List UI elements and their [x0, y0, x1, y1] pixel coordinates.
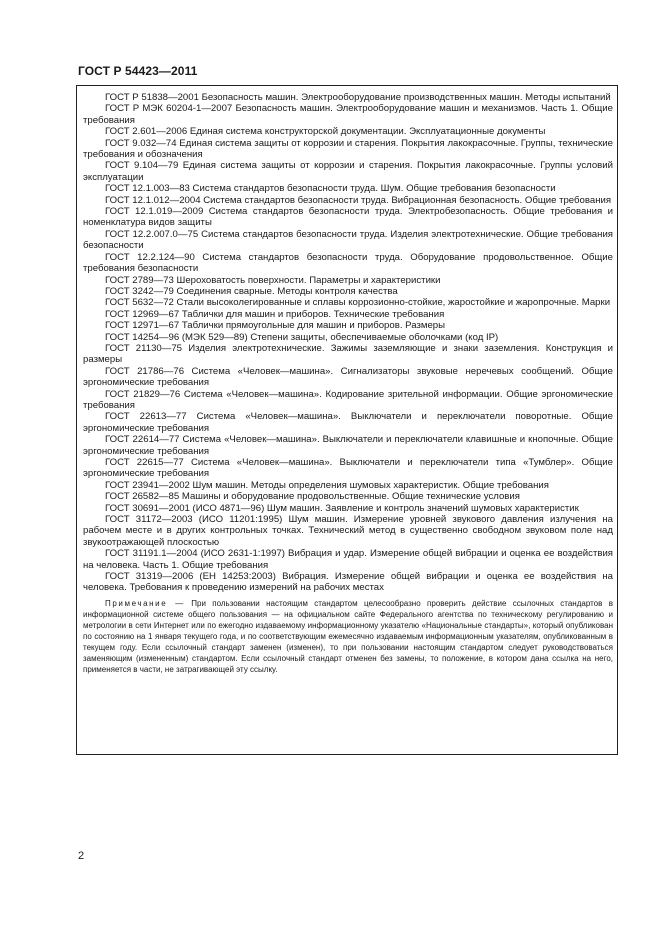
reference-item: ГОСТ 31191.1—2004 (ИСО 2631-1:1997) Вибрация и удар. Измерение общей вибрации и оценка ее воздействия на человека. Часть 1. Общие требования	[83, 548, 613, 571]
reference-item: ГОСТ 9.032—74 Единая система защиты от коррозии и старения. Покрытия лакокрасочные. Группы, технические требования и обозначения	[83, 137, 613, 161]
reference-item: ГОСТ Р 51838—2001 Безопасность машин. Электрооборудование производственных машин. Методы испытаний	[105, 92, 611, 103]
reference-item: ГОСТ 26582—85 Машины и оборудование продовольственные. Общие технические условия	[105, 491, 520, 503]
reference-item: ГОСТ 3242—79 Соединения сварные. Методы контроля качества	[105, 285, 398, 297]
note-paragraph	[83, 598, 613, 675]
reference-item: ГОСТ 22613—77 Система «Человек—машина». Выключатели и переключатели поворотные. Общие эргономические требования	[83, 411, 613, 434]
reference-item: ГОСТ 12969—67 Таблички для машин и приборов. Технические требования	[105, 308, 445, 320]
reference-item: ГОСТ 5632—72 Стали высоколегированные и сплавы коррозионно-стойкие, жаростойкие и жаропрочные. Марки	[105, 297, 611, 309]
references-frame	[76, 85, 618, 755]
note-text: При пользовании настоящим стандартом целесообразно проверить действие ссылочных стандартов в информационной системе общего пользования — на официальном сайте Федерального агентства по техническому регулированию и метрологии в сети Интернет или по ежегодно издаваемому информационному указателю «Национальные стандарты», который опубликован по состоянию на 1 января текущего года, и по соответствующим ежемесячно издаваемым информационным указателям, опубликованным в текущем году. Если ссылочный стандарт заменен (изменен), то при пользовании настоящим стандартом следует руководствоваться заменяющим (измененным) стандартом. Если ссылочный стандарт отменен без замены, то положение, в котором дана ссылка на него, применяется в части, не затрагивающей эту ссылку.	[83, 598, 613, 674]
reference-item: ГОСТ 14254—96 (МЭК 529—89) Степени защиты, обеспечиваемые оболочками (код IP)	[105, 331, 499, 343]
document-header: ГОСТ Р 54423—2011	[78, 64, 198, 78]
reference-item: ГОСТ 2.601—2006 Единая система конструкторской документации. Эксплуатационные документы	[105, 126, 546, 138]
reference-item: ГОСТ 22615—77 Система «Человек—машина». Выключатели и переключатели типа «Тумблер». Общие эргономические требования	[83, 457, 613, 480]
reference-item: ГОСТ Р МЭК 60204-1—2007 Безопасность машин. Электрооборудование машин и механизмов. Часть 1. Общие требования	[83, 103, 613, 126]
reference-item: ГОСТ 12971—67 Таблички прямоугольные для машин и приборов. Размеры	[105, 320, 446, 332]
reference-item: ГОСТ 21829—76 Система «Человек—машина». Кодирование зрительной информации. Общие эргономические требования	[83, 388, 613, 411]
reference-item: ГОСТ 12.1.003—83 Система стандартов безопасности труда. Шум. Общие требования безопасности	[105, 183, 556, 195]
reference-item: ГОСТ 21130—75 Изделия электротехнические. Зажимы заземляющие и знаки заземления. Конструкция и размеры	[83, 342, 613, 366]
reference-item: ГОСТ 31319—2006 (ЕН 14253:2003) Вибрация. Измерение общей вибрации и оценка ее воздействия на человека. Требования к проведению измерений на рабочих местах	[83, 571, 613, 594]
references-list	[83, 92, 613, 594]
reference-item: ГОСТ 2789—73 Шероховатость поверхности. Параметры и характеристики	[105, 274, 441, 286]
reference-item: ГОСТ 30691—2001 (ИСО 4871—96) Шум машин. Заявление и контроль значений шумовых характеристик	[105, 502, 579, 514]
reference-item: ГОСТ 22614—77 Система «Человек—машина». Выключатели и переключатели клавишные и кнопочные. Общие эргономические требования	[83, 434, 613, 457]
note-lead: Примечание —	[105, 598, 185, 608]
reference-item: ГОСТ 12.2.007.0—75 Система стандартов безопасности труда. Изделия электротехнические. Общие требования безопасности	[83, 228, 613, 252]
reference-item: ГОСТ 23941—2002 Шум машин. Методы определения шумовых характеристик. Общие требования	[105, 479, 549, 491]
reference-item: ГОСТ 12.2.124—90 Система стандартов безопасности труда. Оборудование продовольственное. Общие требования безопасности	[83, 251, 613, 275]
reference-item: ГОСТ 12.1.019—2009 Система стандартов безопасности труда. Электробезопасность. Общие требования и номенклатура видов защиты	[83, 206, 613, 229]
reference-item: ГОСТ 12.1.012—2004 Система стандартов безопасности труда. Вибрационная безопасность. Общие требования	[105, 194, 612, 206]
reference-item: ГОСТ 31172—2003 (ИСО 11201:1995) Шум машин. Измерение уровней звукового давления излучения на рабочем месте и в других контрольных точках. Технический метод в существенно свободном звуковом поле над звукоотражающей плоскостью	[83, 514, 613, 548]
page-number: 2	[78, 850, 85, 862]
reference-item: ГОСТ 21786—76 Система «Человек—машина». Сигнализаторы звуковые неречевых сообщений. Общие эргономические требования	[83, 365, 613, 389]
reference-item: ГОСТ 9.104—79 Единая система защиты от коррозии и старения. Покрытия лакокрасочные. Группы условий эксплуатации	[83, 160, 613, 183]
